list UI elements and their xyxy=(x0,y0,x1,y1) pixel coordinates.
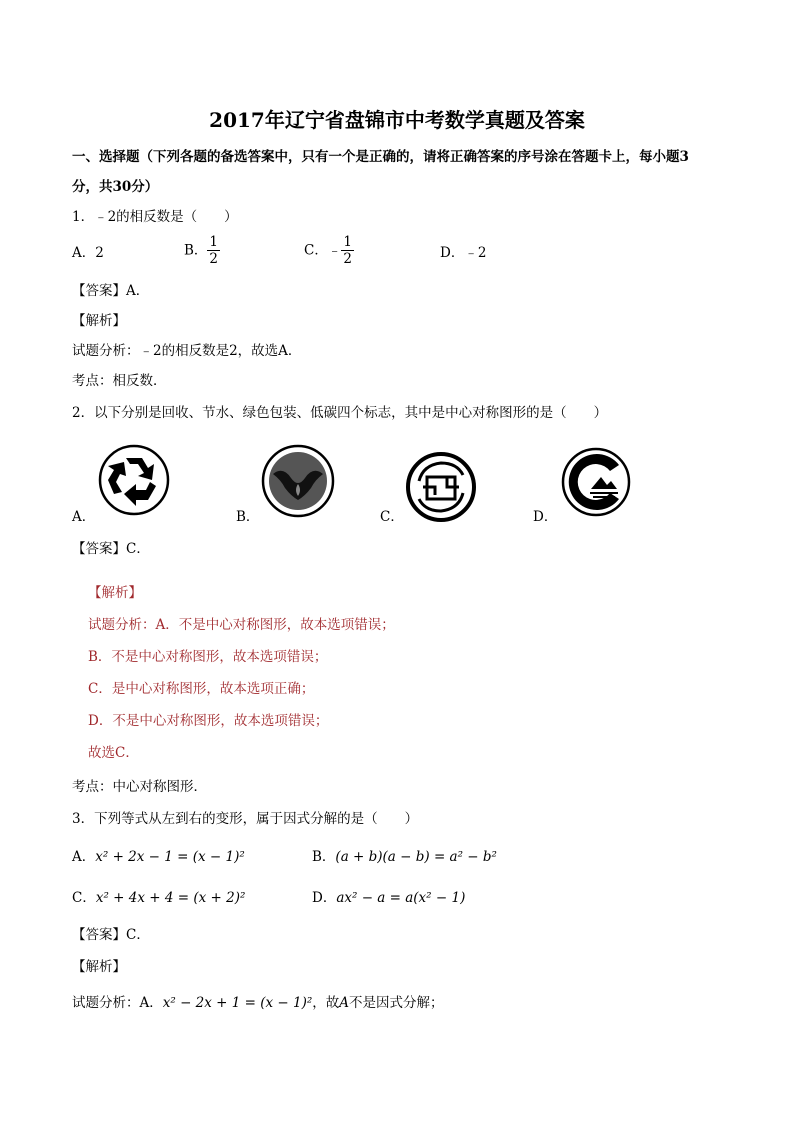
fraction-numerator: 1 xyxy=(343,234,352,250)
q2-analysis-line: D．不是中心对称图形，故本选项错误； xyxy=(88,713,329,729)
q2-stem: 2．以下分别是回收、节水、绿色包装、低碳四个标志，其中是中心对称图形的是（ ） xyxy=(72,405,608,421)
q3-option-d xyxy=(312,889,465,907)
fraction-denominator: 2 xyxy=(343,251,352,267)
q3-option-c xyxy=(72,889,245,907)
q2-analysis-line: 试题分析：A．不是中心对称图形，故本选项错误； xyxy=(88,617,395,633)
q3-option-d-expression: ax² − a = a(x² − 1) xyxy=(336,890,466,906)
q3-analysis xyxy=(72,994,444,1012)
q1-stem: 1．﹣2的相反数是（ ） xyxy=(72,209,238,225)
q1-answer: 【答案】A． xyxy=(72,283,150,299)
page-title: 2017年辽宁省盘锦市中考数学真题及答案 xyxy=(209,108,585,132)
q3-option-a-label: A． xyxy=(72,849,96,865)
green-packaging-logo-icon xyxy=(405,451,477,523)
q1-option-c-fraction xyxy=(341,234,354,267)
fraction-numerator: 1 xyxy=(209,234,219,250)
q3-option-b xyxy=(312,848,497,866)
q2-option-c: C． xyxy=(380,509,404,525)
water-saving-logo-icon xyxy=(261,444,335,518)
q2-analysis-line: C．是中心对称图形，故本选项正确； xyxy=(88,681,315,697)
q1-option-b-fraction xyxy=(207,234,220,267)
q1-option-d: D．﹣2 xyxy=(440,245,487,261)
q2-analysis-label: 【解析】 xyxy=(88,585,142,601)
q3-option-c-expression: x² + 4x + 4 = (x + 2)² xyxy=(95,890,246,906)
q3-option-d-label: D． xyxy=(312,890,337,906)
q1-analysis: 试题分析：﹣2的相反数是2，故选A． xyxy=(72,343,302,359)
q2-analysis-line: 故选C． xyxy=(88,745,139,761)
q3-option-a-expression: x² + 2x − 1 = (x − 1)² xyxy=(95,849,245,865)
q1-option-c xyxy=(304,234,354,267)
q1-option-b-label: B． xyxy=(184,242,208,259)
q1-option-b xyxy=(184,234,220,267)
q3-analysis-suffix: 不是因式分解； xyxy=(349,995,444,1011)
q2-option-d: D． xyxy=(533,509,558,525)
q3-analysis-variable: A xyxy=(339,995,350,1011)
q3-analysis-mid: ，故 xyxy=(312,995,340,1011)
q3-option-b-label: B． xyxy=(312,849,336,865)
q2-option-b: B． xyxy=(236,509,260,525)
fraction-denominator: 2 xyxy=(209,251,219,267)
section-heading-line2: 分，共30分） xyxy=(72,179,159,195)
q3-option-b-expression: (a + b)(a − b) = a² − b² xyxy=(335,849,497,865)
q1-analysis-label: 【解析】 xyxy=(72,313,126,329)
q1-point: 考点：相反数． xyxy=(72,373,167,389)
q3-analysis-label: 【解析】 xyxy=(72,959,126,975)
q2-analysis-line: B．不是中心对称图形，故本选项错误； xyxy=(88,649,328,665)
low-carbon-logo-icon xyxy=(561,447,631,517)
q1-option-c-label: C．﹣ xyxy=(304,242,342,259)
recycle-logo-icon xyxy=(98,444,170,516)
q3-analysis-prefix: 试题分析：A． xyxy=(72,995,163,1011)
q3-option-a xyxy=(72,848,245,866)
q1-option-a: A．2 xyxy=(72,245,104,261)
q3-analysis-expression: x² − 2x + 1 = (x − 1)² xyxy=(162,995,313,1011)
q3-answer: 【答案】C． xyxy=(72,927,150,943)
section-heading-line1: 一、选择题（下列各题的备选答案中，只有一个是正确的，请将正确答案的序号涂在答题卡上，每小题3 xyxy=(72,149,689,165)
q3-stem: 3．下列等式从左到右的变形，属于因式分解的是（ ） xyxy=(72,811,419,827)
q3-option-c-label: C． xyxy=(72,890,96,906)
q2-option-a: A． xyxy=(72,509,96,525)
q2-answer: 【答案】C． xyxy=(72,541,150,557)
q2-point: 考点：中心对称图形． xyxy=(72,779,207,795)
